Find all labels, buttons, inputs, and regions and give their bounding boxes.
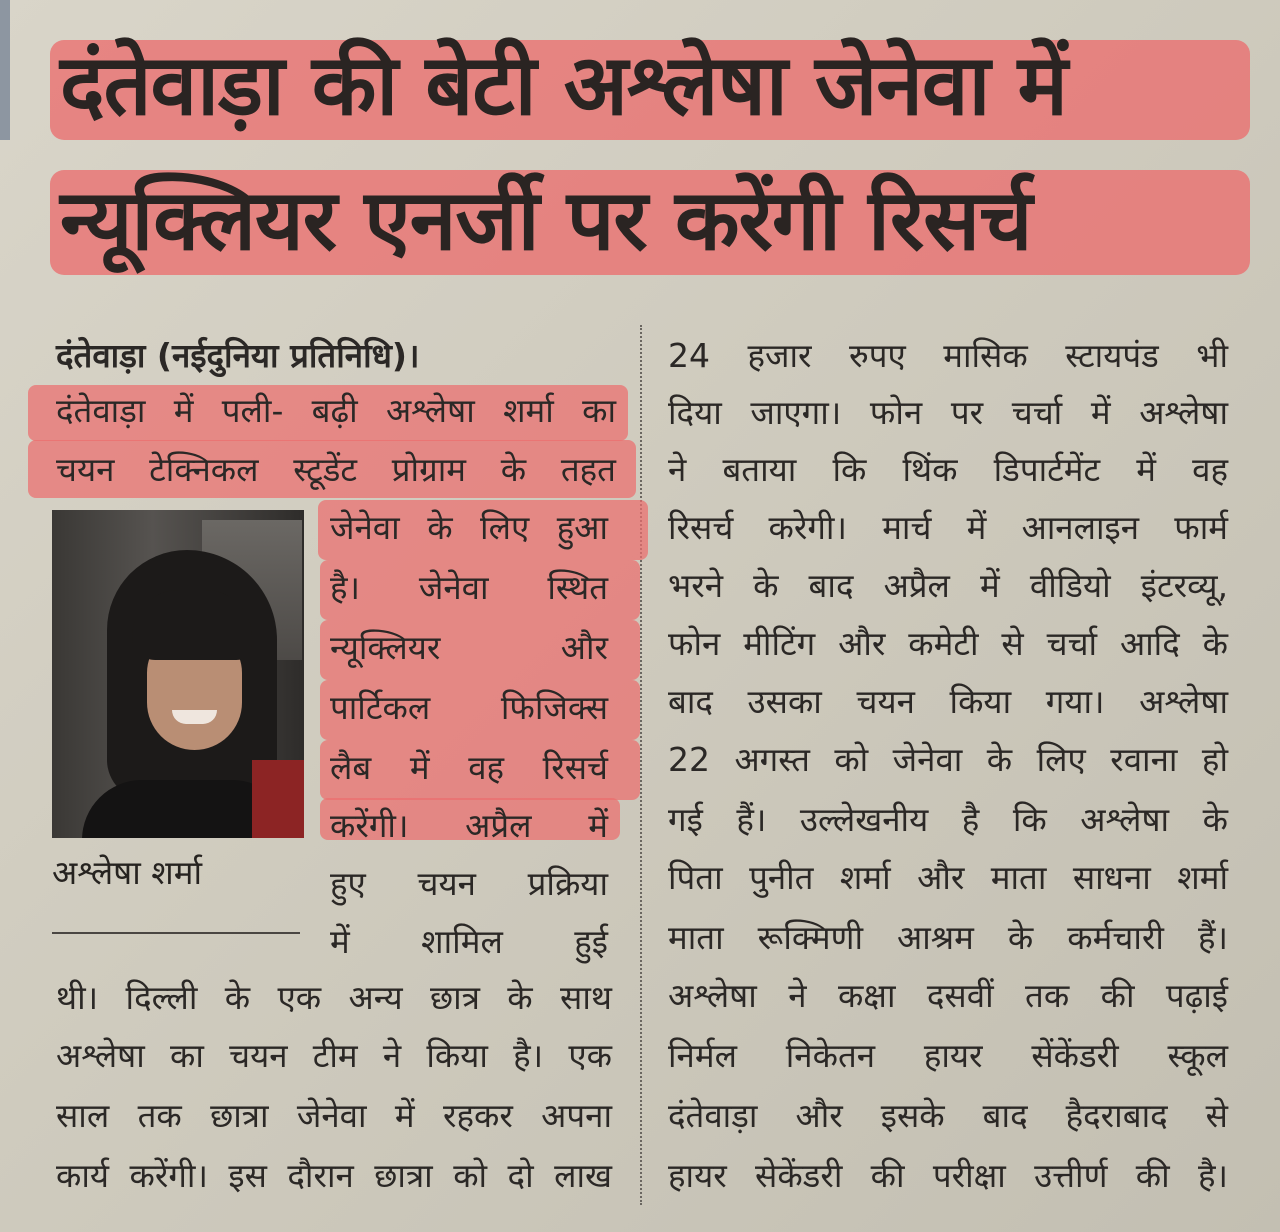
- body-line: 24 हजार रुपए मासिक स्टायपंड भी: [668, 336, 1228, 375]
- body-line: भरने के बाद अप्रैल में वीडियो इंटरव्यू,: [668, 566, 1228, 605]
- body-line: पार्टिकल फिजिक्स: [330, 688, 608, 727]
- caption-rule: [52, 932, 300, 934]
- headline-line-2: न्यूक्लियर एनर्जी पर करेंगी रिसर्च: [60, 171, 1032, 269]
- body-line: चयन टेक्निकल स्टूडेंट प्रोग्राम के तहत: [56, 450, 616, 489]
- body-line: माता रूक्मिणी आश्रम के कर्मचारी हैं।: [668, 918, 1228, 957]
- body-line: साल तक छात्रा जेनेवा में रहकर अपना: [56, 1096, 612, 1135]
- body-line: में शामिल हुई: [330, 922, 608, 961]
- body-line: 22 अगस्त को जेनेवा के लिए रवाना हो: [668, 740, 1228, 779]
- body-line: दंतेवाड़ा और इसके बाद हैदराबाद से: [668, 1096, 1228, 1135]
- body-line: अश्लेषा का चयन टीम ने किया है। एक: [56, 1036, 612, 1075]
- body-line: जेनेवा के लिए हुआ: [330, 508, 608, 547]
- byline: दंतेवाड़ा (नईदुनिया प्रतिनिधि)।: [56, 336, 420, 375]
- body-line: निर्मल निकेतन हायर सेंकेंडरी स्कूल: [668, 1036, 1228, 1075]
- body-line: लैब में वह रिसर्च: [330, 748, 608, 787]
- body-line: बाद उसका चयन किया गया। अश्लेषा: [668, 682, 1228, 721]
- body-line: फोन मीटिंग और कमेटी से चर्चा आदि के: [668, 624, 1228, 663]
- body-line: है। जेनेवा स्थित: [330, 568, 608, 607]
- body-line: थी। दिल्ली के एक अन्य छात्र के साथ: [56, 978, 612, 1017]
- body-line: कार्य करेंगी। इस दौरान छात्रा को दो लाख: [56, 1156, 612, 1195]
- body-line: हुए चयन प्रक्रिया: [330, 864, 608, 903]
- body-line: दंतेवाड़ा में पली- बढ़ी अश्लेषा शर्मा का: [56, 391, 616, 430]
- portrait-photo: [52, 510, 304, 838]
- body-line: दिया जाएगा। फोन पर चर्चा में अश्लेषा: [668, 393, 1228, 432]
- body-line: ने बताया कि थिंक डिपार्टमेंट में वह: [668, 450, 1228, 489]
- body-line: हायर सेकेंडरी की परीक्षा उत्तीर्ण की है।: [668, 1156, 1228, 1195]
- headline-line-1: दंतेवाड़ा की बेटी अश्लेषा जेनेवा में: [60, 36, 1067, 134]
- background-edge: [0, 0, 10, 140]
- body-line: पिता पुनीत शर्मा और माता साधना शर्मा: [668, 858, 1228, 897]
- body-line: करेंगी। अप्रैल में: [330, 806, 608, 845]
- photo-caption: अश्लेषा शर्मा: [52, 853, 203, 892]
- body-line: अश्लेषा ने कक्षा दसवीं तक की पढ़ाई: [668, 976, 1228, 1015]
- column-divider: [640, 325, 642, 1205]
- body-line: रिसर्च करेगी। मार्च में आनलाइन फार्म: [668, 508, 1228, 547]
- body-line: गई हैं। उल्लेखनीय है कि अश्लेषा के: [668, 800, 1228, 839]
- body-line: न्यूक्लियर और: [330, 628, 608, 667]
